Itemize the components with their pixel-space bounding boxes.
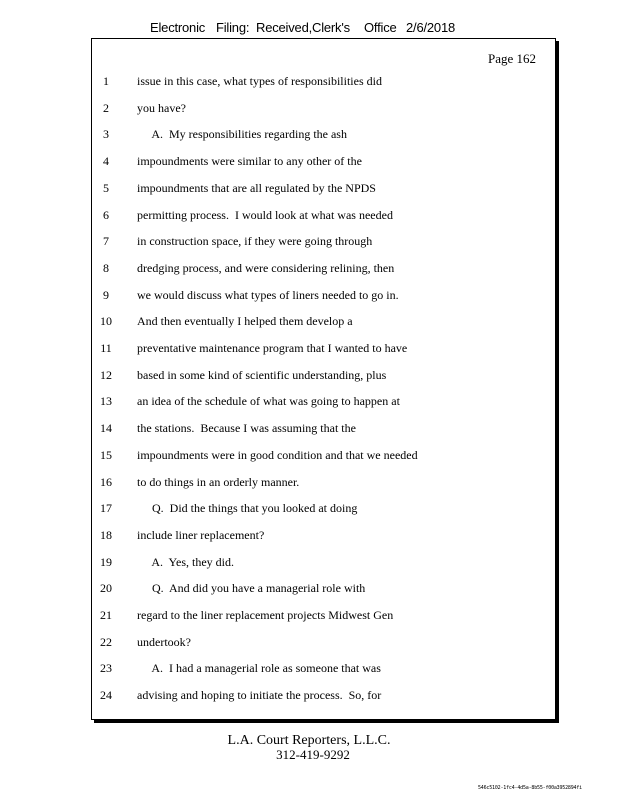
line-text: impoundments were similar to any other of the xyxy=(137,154,362,168)
line-text: impoundments that are all regulated by the NPDS xyxy=(137,181,376,195)
line-number: 15 xyxy=(100,448,112,462)
line-number: 10 xyxy=(100,314,112,328)
line-text: Q. And did you have a managerial role with xyxy=(137,581,366,595)
line-number: 18 xyxy=(100,528,112,542)
line-text: based in some kind of scientific understanding, plus xyxy=(137,368,387,382)
line-number: 3 xyxy=(103,127,109,141)
line-text: permitting process. I would look at what was needed xyxy=(137,208,393,222)
footer-company: L.A. Court Reporters, L.L.C. xyxy=(227,733,391,748)
line-text: undertook? xyxy=(137,635,191,649)
line-number: 17 xyxy=(100,501,112,515)
header-filing: Filing: xyxy=(216,20,250,35)
line-text: the stations. Because I was assuming that the xyxy=(137,421,356,435)
line-number: 7 xyxy=(103,234,109,248)
line-text: you have? xyxy=(137,101,186,115)
line-text: dredging process, and were considering relining, then xyxy=(137,261,395,275)
line-text: A. I had a managerial role as someone that was xyxy=(137,661,381,675)
footer-phone: 312-419-9292 xyxy=(276,747,350,762)
page-number: Page 162 xyxy=(488,51,537,66)
line-number: 24 xyxy=(100,688,112,702)
document-id: 546c5102-1fc4-4d5a-8b55-f00a3952894fi xyxy=(478,785,582,791)
header-office: Office xyxy=(364,20,397,35)
line-text: impoundments were in good condition and that we needed xyxy=(137,448,418,462)
line-number: 5 xyxy=(103,181,109,195)
line-text: issue in this case, what types of responsibilities did xyxy=(137,74,382,88)
line-number: 1 xyxy=(103,74,109,88)
line-text: to do things in an orderly manner. xyxy=(137,475,300,489)
line-number: 6 xyxy=(103,208,109,222)
line-text: A. Yes, they did. xyxy=(137,555,235,569)
line-number: 9 xyxy=(103,288,109,302)
line-number: 14 xyxy=(100,421,112,435)
line-number: 20 xyxy=(100,581,112,595)
line-text: we would discuss what types of liners needed to go in. xyxy=(137,288,399,302)
line-text: preventative maintenance program that I wanted to have xyxy=(137,341,408,355)
header-electronic: Electronic xyxy=(150,20,206,35)
line-number: 12 xyxy=(100,368,112,382)
line-number: 4 xyxy=(103,154,109,168)
filing-header xyxy=(0,20,618,38)
line-text: regard to the liner replacement projects Midwest Gen xyxy=(137,608,394,622)
line-text: in construction space, if they were going through xyxy=(137,234,373,248)
line-number: 23 xyxy=(100,661,112,675)
line-text: include liner replacement? xyxy=(137,528,265,542)
line-number: 13 xyxy=(100,394,112,408)
header-date: 2/6/2018 xyxy=(406,20,456,35)
line-number: 8 xyxy=(103,261,109,275)
line-number: 22 xyxy=(100,635,112,649)
line-text: Q. Did the things that you looked at doing xyxy=(137,501,358,515)
header-received-clerks: Received,Clerk's xyxy=(256,20,350,35)
line-text: an idea of the schedule of what was going to happen at xyxy=(137,394,400,408)
line-number: 19 xyxy=(100,555,112,569)
line-text: A. My responsibilities regarding the ash xyxy=(137,127,347,141)
line-number: 16 xyxy=(100,475,112,489)
line-number: 21 xyxy=(100,608,112,622)
line-number: 11 xyxy=(100,341,112,355)
line-text: And then eventually I helped them develop a xyxy=(137,314,353,328)
line-number: 2 xyxy=(103,101,109,115)
line-text: advising and hoping to initiate the process. So, for xyxy=(137,688,382,702)
